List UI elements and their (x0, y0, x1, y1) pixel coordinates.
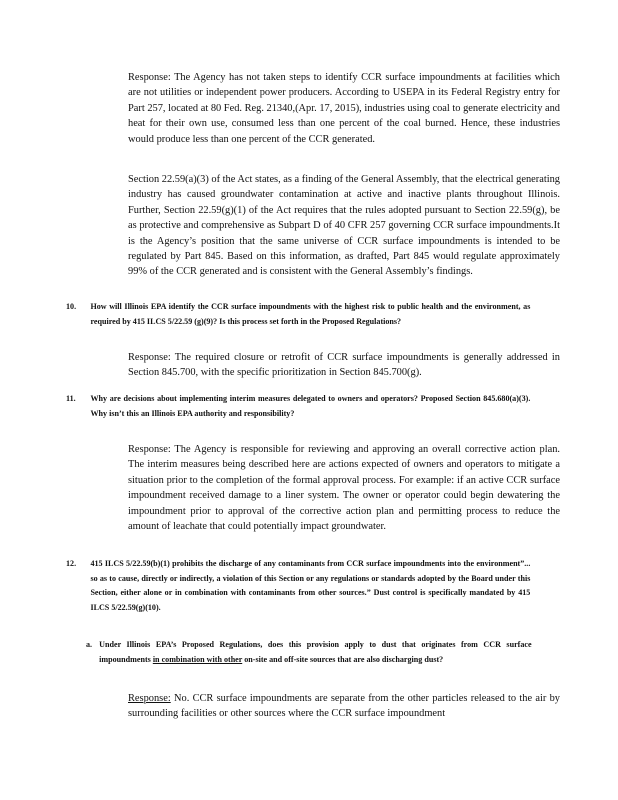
subquestion-letter: a. (86, 639, 93, 649)
question-12 (66, 556, 530, 614)
subquestion-text: Under Illinois EPA’s Proposed Regulations, does this provision apply to dust that originates from CCR surface impoundments in combination with other on-site and off-site sources that are also discharging dust? (99, 639, 532, 664)
question-10 (66, 299, 530, 328)
response-paragraph-1: Response: The Agency has not taken steps to identify CCR surface impoundments at facilities which are not utilities or independent power producers. According to USEPA in its Federal Registry entry for Part 257, located at 80 Fed. Reg. 21340,(Apr. 17, 2015), industries using coal to generate electricity and heat for their own use, consumed less than one percent of the coal burned. Hence, these industries would produce less than one percent of the CCR generated. (128, 72, 560, 145)
response-label: Response: (128, 693, 171, 704)
question-text: 415 ILCS 5/22.59(b)(1) prohibits the discharge of any contaminants from CCR surface impoundments into the environment”... so as to cause, directly or indirectly, a violation of this Section or any regulations or standards adopted by the Board under this Section, either alone or in combination with contaminants from other sources.” Dust control is specifically mandated by 415 ILCS 5/22.59(g)(10). (90, 558, 531, 612)
question-text: How will Illinois EPA identify the CCR surface impoundments with the highest risk to public health and the environment, as required by 415 ILCS 5/22.59 (g)(9)? Is this process set forth in the Proposed Regulations? (90, 301, 531, 326)
response-12a (128, 691, 560, 722)
response-10: Response: The required closure or retrofit of CCR surface impoundments is generally addressed in Section 845.700, with the specific prioritization in Section 845.700(g). (128, 352, 560, 379)
question-number: 12. (66, 558, 77, 568)
underlined-phrase: in combination with other (152, 653, 243, 664)
response-paragraph-2: Section 22.59(a)(3) of the Act states, as a finding of the General Assembly, that the electrical generating industry has caused groundwater contamination at active and inactive plants throughout Illinois. Further, Section 22.59(g)(1) of the Act requires that the rules adopted pursuant to Section 22.59(g), be as protective and comprehensive as Subpart D of 40 CFR 257 governing CCR surface impoundments.It is the Agency’s position that the same universe of CCR surface impoundments is intended to be regulated by Part 845. Based on this information, as drafted, Part 845 would regulate approximately 99% of the CCR generated and is consistent with the General Assembly’s findings. (128, 174, 560, 278)
question-number: 11. (66, 393, 76, 403)
response-text: No. CCR surface impoundments are separate from the other particles released to the air by surrounding facilities or other sources where the CCR surface impoundment (128, 693, 560, 720)
question-11 (66, 391, 530, 420)
question-12a (86, 637, 532, 666)
question-number: 10. (66, 301, 77, 311)
response-11: Response: The Agency is responsible for reviewing and approving an overall corrective action plan. The interim measures being described here are actions expected of owners and operators to mitigate a situation prior to the completion of the formal approval process. For example: if an active CCR surface impoundment received damage to a liner system. The owner or operator could begin dewatering the impoundment prior to approval of the corrective action plan and permitting process to reduce the amount of leachate that could potentially impact groundwater. (128, 444, 560, 533)
question-text: Why are decisions about implementing interim measures delegated to owners and operators? Proposed Section 845.680(a)(3). Why isn’t this an Illinois EPA authority and responsibility? (90, 393, 531, 418)
